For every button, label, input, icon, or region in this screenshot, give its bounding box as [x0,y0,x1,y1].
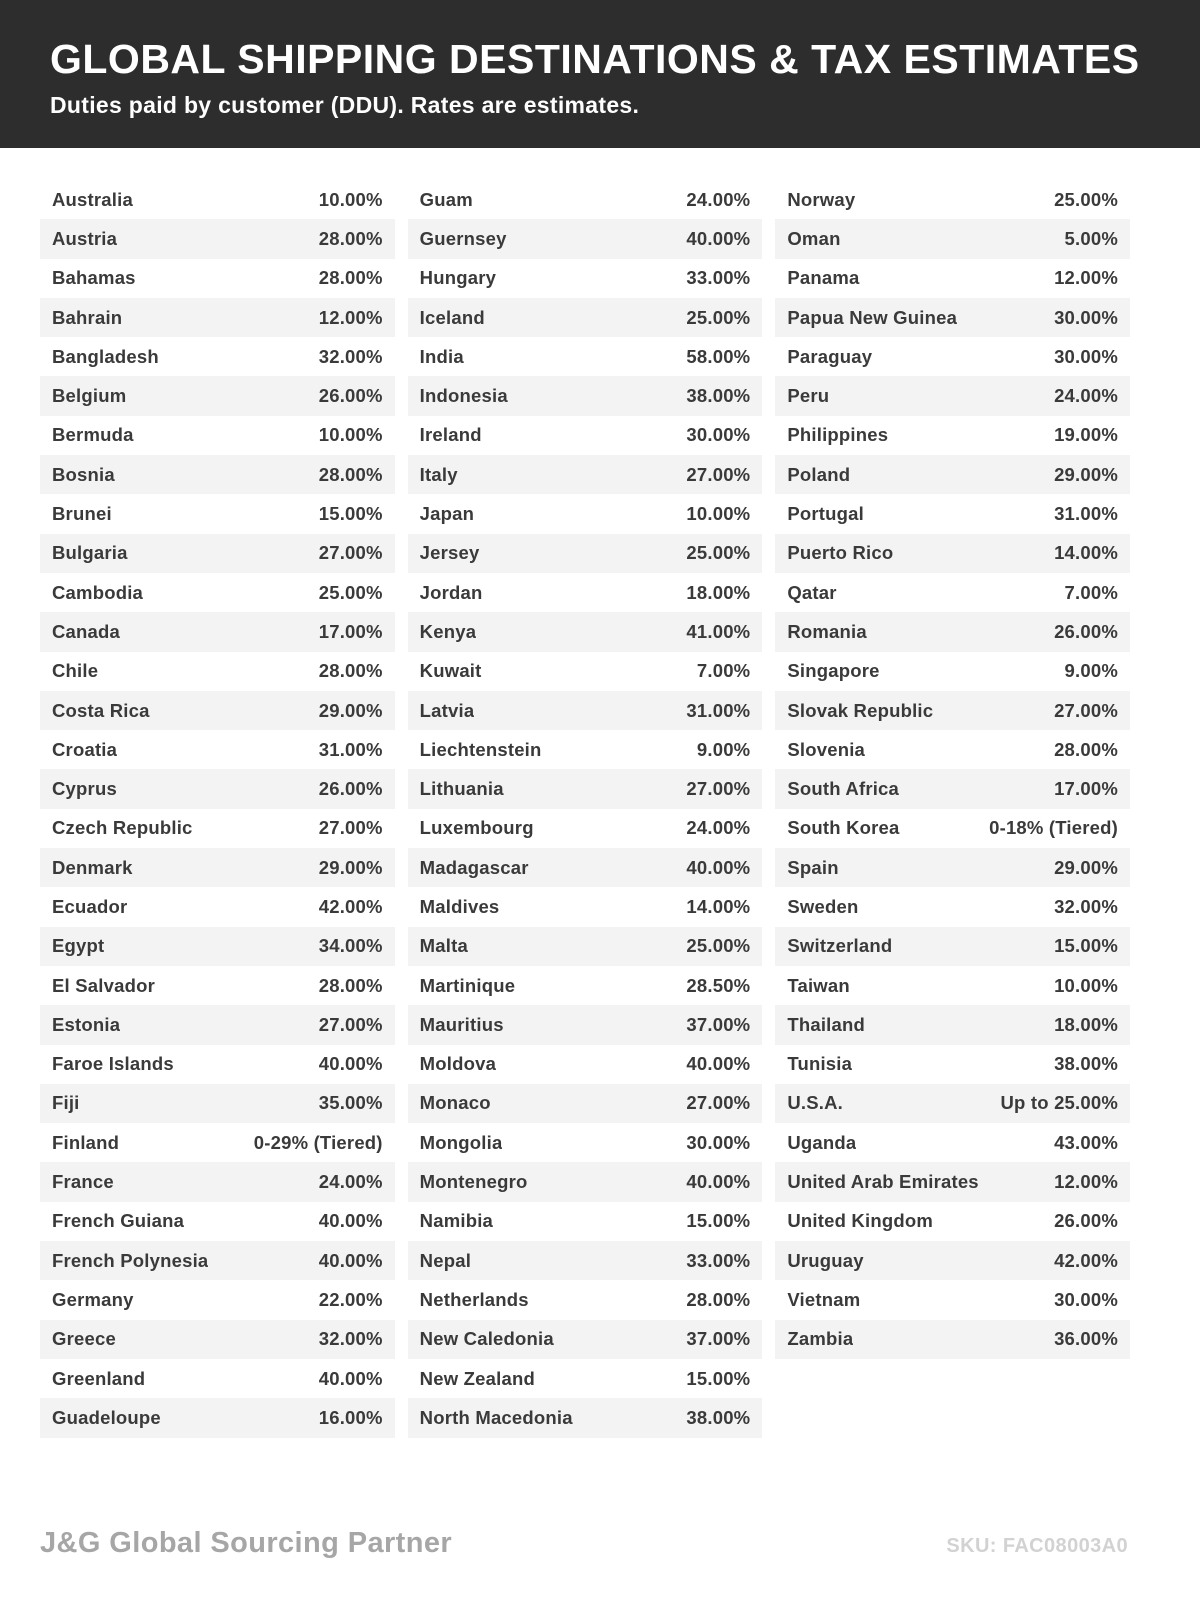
table-column-2 [408,180,763,1438]
country-name: Italy [419,463,458,485]
country-name: United Arab Emirates [787,1171,979,1193]
tax-rate: 33.00% [686,267,751,289]
brand-name: J&G Global Sourcing Partner [40,1527,453,1559]
country-name: Romania [787,620,867,642]
country-name: Thailand [787,1013,866,1035]
table-row [775,298,1130,337]
table-row [40,1045,395,1084]
tax-rate: 43.00% [1054,1131,1119,1153]
table-row [775,376,1130,415]
country-name: Moldova [419,1053,497,1075]
footer [40,1527,1128,1560]
tax-rate: 29.00% [1054,463,1119,485]
country-name: Lithuania [419,778,504,800]
table-row [40,259,395,298]
tax-rate: 31.00% [686,699,751,721]
table-row [408,494,763,533]
country-name: Bahrain [52,306,123,328]
table-row [408,376,763,415]
tax-rate: 31.00% [318,738,383,760]
country-name: Latvia [419,699,475,721]
country-name: South Korea [787,817,900,839]
country-name: Tunisia [787,1053,853,1075]
tax-rate: 10.00% [1054,974,1119,996]
table-row [775,416,1130,455]
table-row [40,337,395,376]
page-title: GLOBAL SHIPPING DESTINATIONS & TAX ESTIMATES [50,36,1140,82]
table-row [40,573,395,612]
table-row [775,1084,1130,1123]
country-name: Canada [52,620,121,642]
country-name: Madagascar [419,856,529,878]
tax-rate: 40.00% [686,856,751,878]
tax-rate: 24.00% [686,817,751,839]
country-name: Germany [52,1288,134,1310]
tax-rate: 33.00% [686,1249,751,1271]
table-row [40,298,395,337]
tax-rate: 37.00% [686,1013,751,1035]
table-row [775,887,1130,926]
country-name: Singapore [787,660,880,682]
tax-rate: Up to 25.00% [1000,1092,1119,1114]
table-row [40,966,395,1005]
tax-rate: 40.00% [318,1367,383,1389]
table-row [40,927,395,966]
country-name: Croatia [52,738,118,760]
tax-rate: 30.00% [1054,1288,1119,1310]
tax-rate: 24.00% [1054,385,1119,407]
table-row [408,1162,763,1201]
table-row [408,769,763,808]
tax-rate: 37.00% [686,1328,751,1350]
country-name: Iceland [419,306,485,328]
tax-rate: 42.00% [318,895,383,917]
table-row [408,1398,763,1437]
country-name: Oman [787,227,841,249]
table-row [40,494,395,533]
tax-rate: 26.00% [1054,620,1119,642]
country-name: Fiji [52,1092,80,1114]
country-name: Vietnam [787,1288,861,1310]
country-name: Mauritius [419,1013,504,1035]
table-row [40,769,395,808]
tax-rate: 12.00% [1054,267,1119,289]
table-row [40,180,395,219]
tax-rate: 40.00% [686,1053,751,1075]
table-row [775,337,1130,376]
table-row [408,534,763,573]
tax-rate: 0-29% (Tiered) [253,1131,383,1153]
tax-rate: 9.00% [696,738,751,760]
page-subtitle: Duties paid by customer (DDU). Rates are estimates. [50,92,640,119]
sku-label: SKU: FAC08003A0 [946,1535,1128,1557]
tax-rate: 38.00% [686,1406,751,1428]
country-name: Switzerland [787,935,893,957]
country-name: Zambia [787,1328,854,1350]
tax-rate: 29.00% [318,699,383,721]
table-row [775,730,1130,769]
table-row [775,494,1130,533]
country-name: Japan [419,503,475,525]
country-name: Slovenia [787,738,866,760]
country-name: Jersey [419,542,480,564]
tax-rate: 31.00% [1054,503,1119,525]
country-name: Sweden [787,895,859,917]
table-row [775,927,1130,966]
country-name: Martinique [419,974,516,996]
table-row [40,1202,395,1241]
table-row [775,809,1130,848]
table-row [408,966,763,1005]
table-row [408,612,763,651]
country-name: Norway [787,188,856,210]
tax-rate: 12.00% [1054,1171,1119,1193]
country-name: Egypt [52,935,105,957]
table-row [408,455,763,494]
country-name: Peru [787,385,830,407]
country-name: Ireland [419,424,482,446]
country-name: Bosnia [52,463,115,485]
country-name: Brunei [52,503,112,525]
tax-rate: 40.00% [686,227,751,249]
table-row [40,652,395,691]
table-row [408,1045,763,1084]
country-name: Bulgaria [52,542,128,564]
country-name: New Zealand [419,1367,535,1389]
country-name: Puerto Rico [787,542,894,564]
tax-rate: 58.00% [686,345,751,367]
country-name: Malta [419,935,468,957]
table-row [775,455,1130,494]
table-row [408,573,763,612]
country-name: Finland [52,1131,120,1153]
table-row [775,1202,1130,1241]
country-name: Uruguay [787,1249,864,1271]
table-row [408,927,763,966]
tax-rate: 12.00% [318,306,383,328]
tax-rate: 9.00% [1064,660,1119,682]
table-row [775,1123,1130,1162]
table-row [775,1162,1130,1201]
table-row [775,1005,1130,1044]
table-row [40,1280,395,1319]
tax-rate: 25.00% [686,306,751,328]
country-name: Australia [52,188,133,210]
table-row [775,769,1130,808]
country-name: El Salvador [52,974,155,996]
country-name: Montenegro [419,1171,528,1193]
tax-rate: 18.00% [686,581,751,603]
table-row [40,848,395,887]
tax-rate: 22.00% [318,1288,383,1310]
tax-rate: 27.00% [686,463,751,485]
tax-rate: 15.00% [1054,935,1119,957]
table-row [408,652,763,691]
table-row [40,455,395,494]
tax-rate: 30.00% [686,424,751,446]
tax-rate: 15.00% [318,503,383,525]
tax-rate: 27.00% [318,1013,383,1035]
table-row [775,691,1130,730]
country-name: Namibia [419,1210,494,1232]
country-name: Guam [419,188,473,210]
tax-rate: 28.50% [686,974,751,996]
tax-rate: 26.00% [318,385,383,407]
table-row [408,1084,763,1123]
table-row [408,730,763,769]
tax-rate: 40.00% [318,1249,383,1271]
country-name: Greenland [52,1367,146,1389]
header-banner [0,0,1200,148]
country-name: Estonia [52,1013,121,1035]
tax-rate: 27.00% [686,778,751,800]
tax-rate: 35.00% [318,1092,383,1114]
country-name: Portugal [787,503,864,525]
country-name: Guadeloupe [52,1406,161,1428]
table-row [40,1005,395,1044]
country-name: Cambodia [52,581,144,603]
tax-rate: 32.00% [318,345,383,367]
table-row [408,1241,763,1280]
table-row [775,259,1130,298]
country-name: Costa Rica [52,699,150,721]
table-row [408,1280,763,1319]
table-row [408,337,763,376]
tax-rate: 17.00% [318,620,383,642]
table-row [408,1005,763,1044]
table-row [408,416,763,455]
tax-rate: 41.00% [686,620,751,642]
tax-rate: 34.00% [318,935,383,957]
table-row [408,1202,763,1241]
tax-rate: 40.00% [318,1210,383,1232]
table-row [408,1123,763,1162]
country-name: Mongolia [419,1131,503,1153]
tax-estimates-table [0,148,1200,1438]
country-name: Guernsey [419,227,507,249]
tax-rate: 15.00% [686,1367,751,1389]
tax-rate: 40.00% [686,1171,751,1193]
table-row [408,180,763,219]
country-name: Faroe Islands [52,1053,174,1075]
country-name: Greece [52,1328,116,1350]
table-row [40,416,395,455]
country-name: South Africa [787,778,900,800]
tax-rate: 27.00% [318,817,383,839]
table-row [775,1280,1130,1319]
tax-rate: 10.00% [686,503,751,525]
tax-rate: 32.00% [1054,895,1119,917]
tax-rate: 28.00% [318,974,383,996]
table-row [408,219,763,258]
country-name: Kuwait [419,660,482,682]
table-row [775,652,1130,691]
table-row [40,1123,395,1162]
table-row [40,534,395,573]
table-row [40,376,395,415]
table-row [408,259,763,298]
tax-rate: 25.00% [686,935,751,957]
table-row [775,1320,1130,1359]
table-row [775,966,1130,1005]
country-name: Uganda [787,1131,857,1153]
country-name: Maldives [419,895,500,917]
table-row [40,1241,395,1280]
country-name: Philippines [787,424,889,446]
tax-rate: 25.00% [686,542,751,564]
tax-rate: 38.00% [686,385,751,407]
country-name: Slovak Republic [787,699,934,721]
country-name: Bangladesh [52,345,159,367]
table-row [775,219,1130,258]
table-row [775,573,1130,612]
table-row [40,1162,395,1201]
tax-rate: 26.00% [318,778,383,800]
country-name: Jordan [419,581,483,603]
tax-rate: 42.00% [1054,1249,1119,1271]
table-row [40,809,395,848]
country-name: Liechtenstein [419,738,542,760]
tax-rate: 19.00% [1054,424,1119,446]
tax-rate: 25.00% [318,581,383,603]
tax-rate: 25.00% [1054,188,1119,210]
country-name: Monaco [419,1092,491,1114]
table-row [40,1084,395,1123]
country-name: United Kingdom [787,1210,933,1232]
table-row [408,298,763,337]
table-row [40,219,395,258]
country-name: Belgium [52,385,127,407]
country-name: Poland [787,463,851,485]
tax-rate: 28.00% [318,267,383,289]
country-name: Bermuda [52,424,134,446]
country-name: Netherlands [419,1288,529,1310]
tax-rate: 29.00% [318,856,383,878]
country-name: North Macedonia [419,1406,573,1428]
table-row [775,534,1130,573]
tax-rate: 36.00% [1054,1328,1119,1350]
table-row [408,809,763,848]
country-name: Nepal [419,1249,472,1271]
country-name: Paraguay [787,345,873,367]
table-column-1 [40,180,395,1438]
country-name: Panama [787,267,860,289]
country-name: Austria [52,227,118,249]
country-name: France [52,1171,114,1193]
table-column-3 [775,180,1130,1359]
country-name: Denmark [52,856,133,878]
country-name: Kenya [419,620,477,642]
tax-rate: 27.00% [1054,699,1119,721]
table-row [40,1320,395,1359]
table-row [775,180,1130,219]
country-name: Spain [787,856,839,878]
tax-rate: 10.00% [318,424,383,446]
table-row [408,1320,763,1359]
tax-rate: 28.00% [318,660,383,682]
tax-rate: 16.00% [318,1406,383,1428]
table-row [40,1398,395,1437]
country-name: Taiwan [787,974,850,996]
table-row [408,1359,763,1398]
tax-rate: 15.00% [686,1210,751,1232]
country-name: Papua New Guinea [787,306,958,328]
tax-rate: 38.00% [1054,1053,1119,1075]
tax-rate: 28.00% [318,227,383,249]
tax-rate: 14.00% [1054,542,1119,564]
table-row [40,730,395,769]
tax-rate: 27.00% [318,542,383,564]
country-name: Hungary [419,267,497,289]
table-row [408,848,763,887]
tax-rate: 30.00% [1054,306,1119,328]
country-name: Ecuador [52,895,128,917]
tax-rate: 28.00% [318,463,383,485]
country-name: India [419,345,464,367]
tax-rate: 24.00% [318,1171,383,1193]
tax-rate: 30.00% [1054,345,1119,367]
country-name: Czech Republic [52,817,193,839]
table-row [775,612,1130,651]
table-row [40,612,395,651]
tax-rate: 29.00% [1054,856,1119,878]
tax-rate: 26.00% [1054,1210,1119,1232]
tax-rate: 24.00% [686,188,751,210]
tax-rate: 28.00% [686,1288,751,1310]
tax-rate: 7.00% [696,660,751,682]
table-row [775,1241,1130,1280]
tax-rate: 5.00% [1064,227,1119,249]
tax-rate: 0-18% (Tiered) [989,817,1119,839]
country-name: French Guiana [52,1210,185,1232]
tax-rate: 30.00% [686,1131,751,1153]
table-row [40,691,395,730]
country-name: French Polynesia [52,1249,209,1271]
country-name: Cyprus [52,778,117,800]
table-row [40,1359,395,1398]
table-row [408,691,763,730]
country-name: Indonesia [419,385,508,407]
tax-rate: 10.00% [318,188,383,210]
table-row [775,1045,1130,1084]
tax-rate: 40.00% [318,1053,383,1075]
tax-rate: 17.00% [1054,778,1119,800]
tax-rate: 27.00% [686,1092,751,1114]
tax-rate: 32.00% [318,1328,383,1350]
tax-rate: 28.00% [1054,738,1119,760]
country-name: Luxembourg [419,817,534,839]
table-row [408,887,763,926]
country-name: U.S.A. [787,1092,844,1114]
country-name: Qatar [787,581,837,603]
tax-rate: 7.00% [1064,581,1119,603]
country-name: New Caledonia [419,1328,554,1350]
country-name: Chile [52,660,99,682]
table-row [775,848,1130,887]
tax-rate: 18.00% [1054,1013,1119,1035]
country-name: Bahamas [52,267,136,289]
tax-rate: 14.00% [686,895,751,917]
table-row [40,887,395,926]
